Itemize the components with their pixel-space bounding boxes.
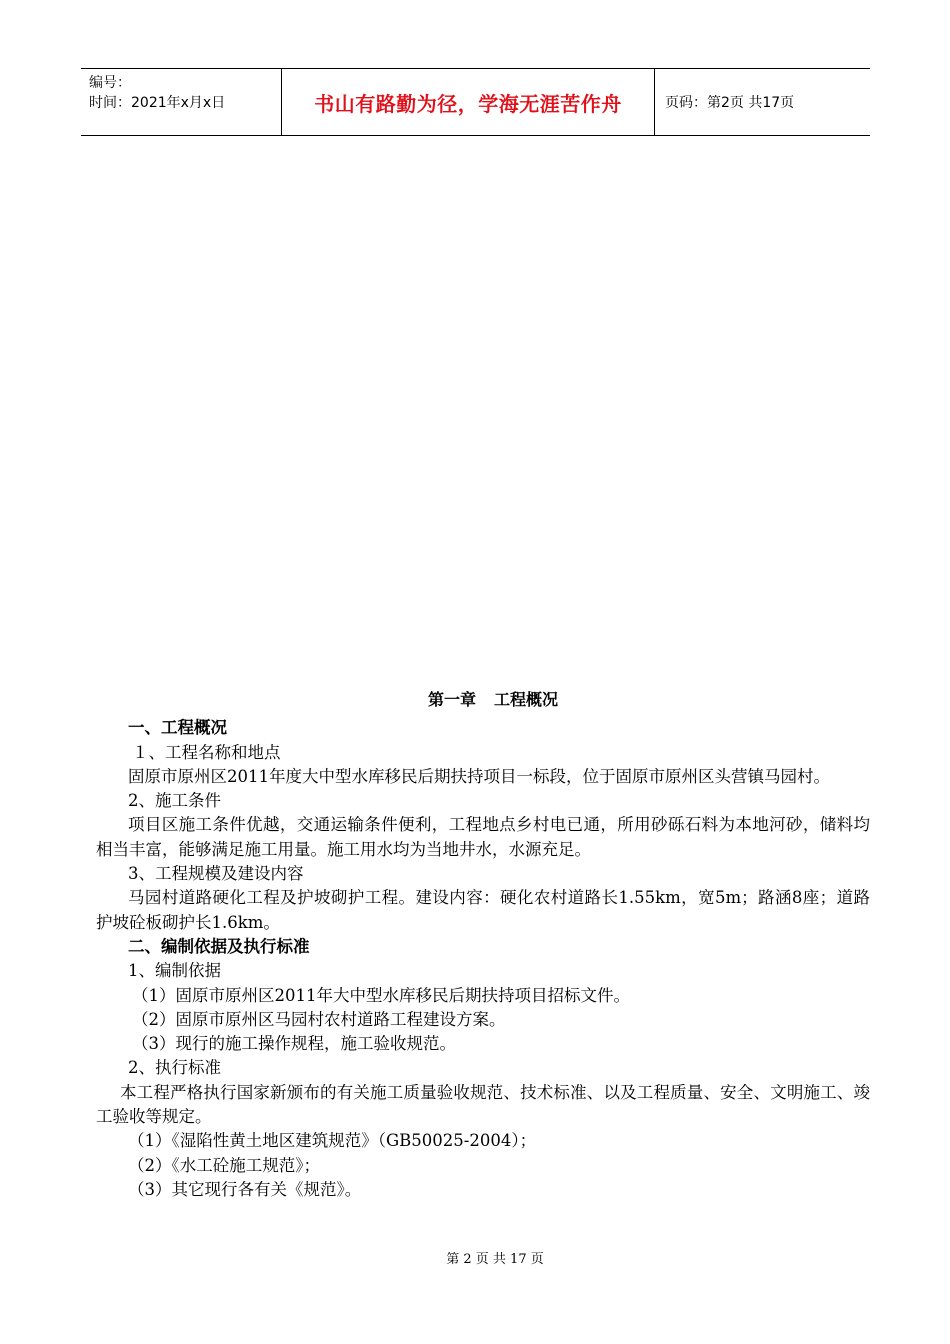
paragraph: 本工程严格执行国家新颁布的有关施工质量验收规范、技术标准、以及工程质量、安全、文明施工、竣工验收等规定。	[96, 1082, 870, 1127]
list-item: （3）其它现行各有关《规范》。	[128, 1179, 362, 1199]
header-meta-cell	[81, 69, 282, 135]
paragraph: 马园村道路硬化工程及护坡砌护工程。建设内容：硬化农村道路长1.55km，宽5m；路涵8座；道路护坡砼板砌护长1.6km。	[96, 888, 870, 932]
document-time-label: 时间：2021年x月x日	[89, 95, 226, 111]
paragraph: 项目区施工条件优越，交通运输条件便利，工程地点乡村电已通，所用砂砾石料为本地河砂，储料均相当丰富，能够满足施工用量。施工用水均为当地井水，水源充足。	[96, 815, 870, 859]
page-footer: 第 2 页 共 17 页	[446, 1252, 544, 1267]
subsection-title: 2、执行标准	[128, 1058, 221, 1078]
document-number-label: 编号：	[89, 75, 131, 91]
paragraph: 固原市原州区2011年度大中型水库移民后期扶持项目一标段，位于固原市原州区头营镇马园村。	[128, 766, 830, 786]
section-heading: 一、工程概况	[128, 718, 227, 738]
chapter-name: 工程概况	[494, 690, 559, 709]
chapter-title	[96, 688, 870, 712]
subsection-title: 1、编制依据	[128, 961, 221, 981]
subsection-title: １、工程名称和地点	[132, 742, 281, 762]
list-item: （3）现行的施工操作规程，施工验收规范。	[132, 1034, 456, 1054]
document-body	[96, 688, 870, 1202]
header-page-label: 页码：第2页 共17页	[665, 95, 795, 111]
chapter-number: 第一章	[427, 690, 476, 709]
list-item: （1）固原市原州区2011年大中型水库移民后期扶持项目招标文件。	[132, 985, 630, 1005]
list-item: （2）《水工砼施工规范》；	[128, 1155, 320, 1175]
list-item: （2）固原市原州区马园村农村道路工程建设方案。	[132, 1009, 506, 1029]
list-item: （1）《湿陷性黄土地区建筑规范》（GB50025-2004）；	[128, 1131, 537, 1151]
header-table	[81, 68, 870, 136]
header-motto: 书山有路勤为径，学海无涯苦作舟	[282, 69, 655, 135]
subsection-title: 3、工程规模及建设内容	[128, 864, 304, 884]
subsection-title: 2、施工条件	[128, 791, 221, 811]
section-heading: 二、编制依据及执行标准	[128, 936, 310, 956]
